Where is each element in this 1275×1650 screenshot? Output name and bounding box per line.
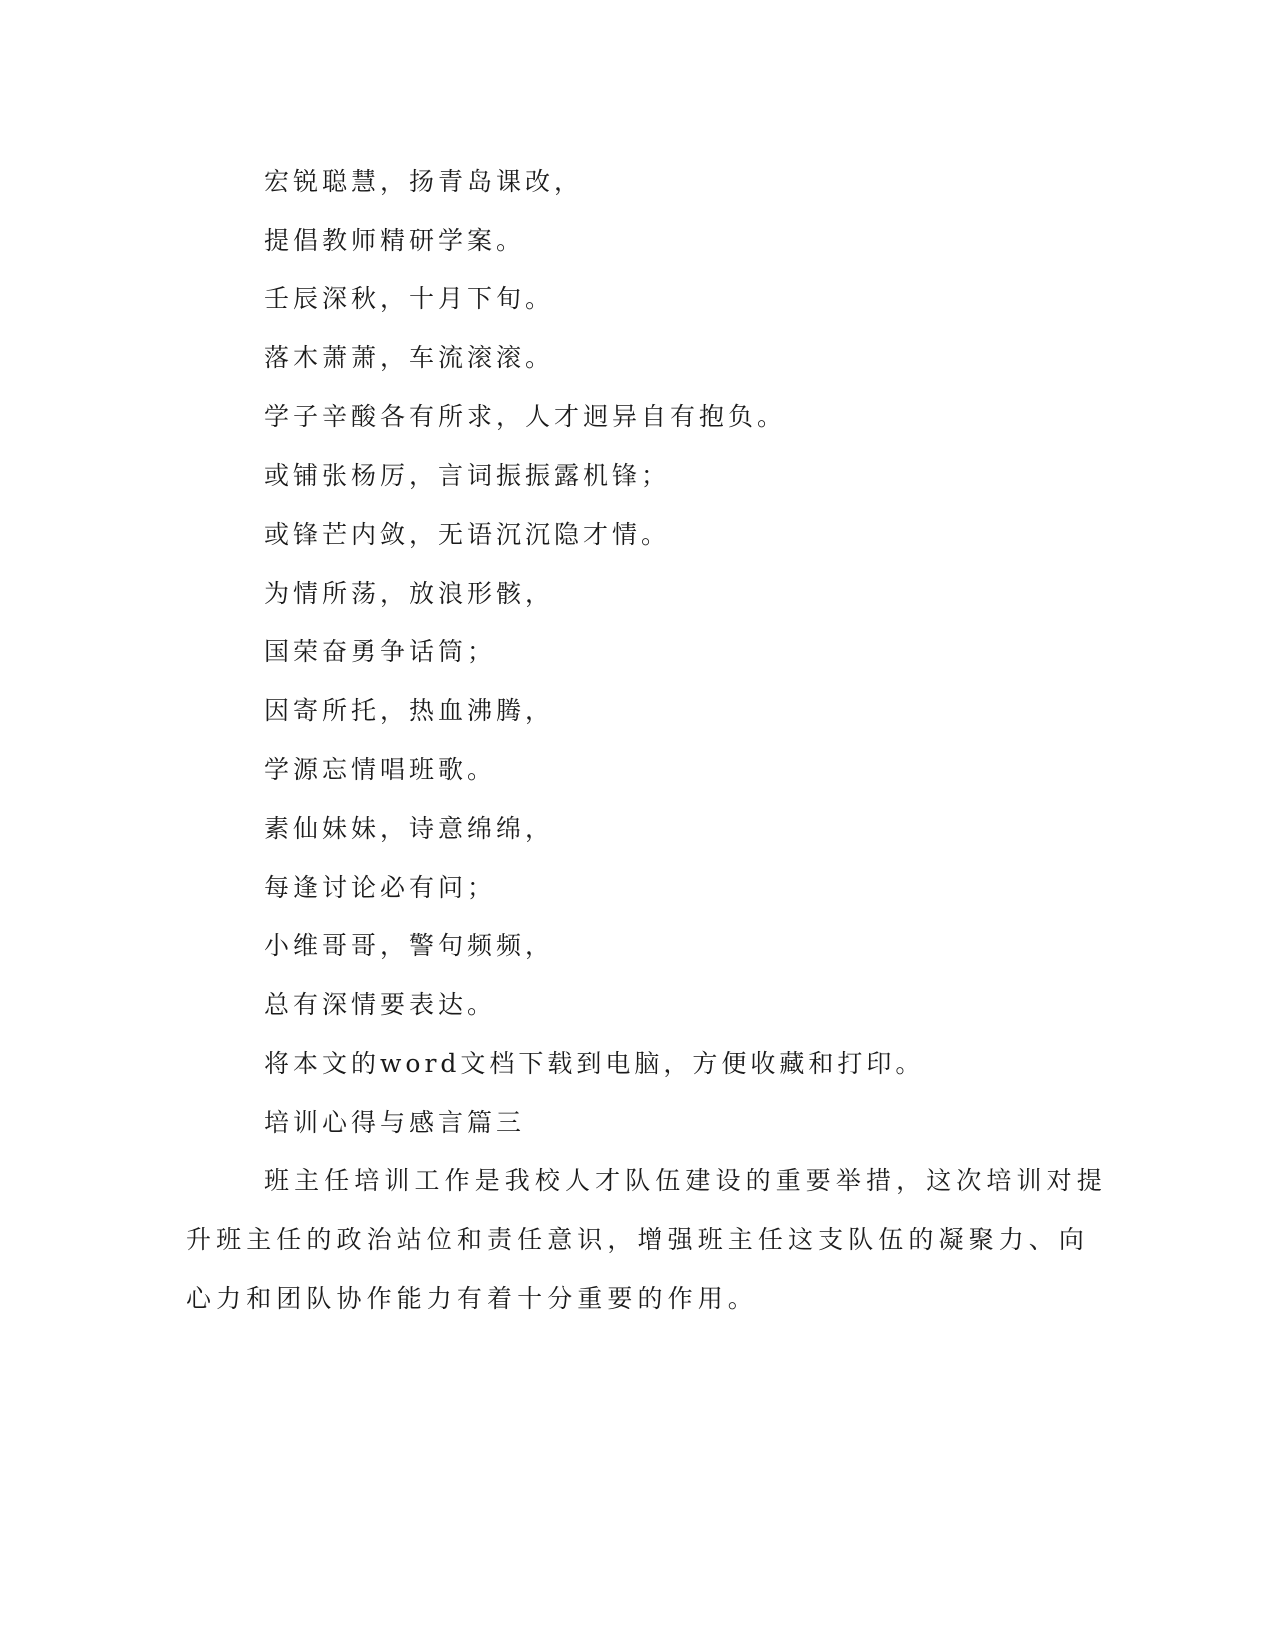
text-line: 提倡教师精研学案。 <box>264 226 526 255</box>
text-line: 学子辛酸各有所求，人才迥异自有抱负。 <box>264 402 787 431</box>
section-heading: 培训心得与感言篇三 <box>264 1108 526 1137</box>
text-line: 素仙妹妹，诗意绵绵， <box>264 814 555 843</box>
text-line: 总有深情要表达。 <box>264 990 497 1019</box>
text-line: 宏锐聪慧，扬青岛课改， <box>264 167 584 196</box>
text-line: 或铺张杨厉，言词振振露机锋； <box>264 461 671 490</box>
text-line: 为情所荡，放浪形骸， <box>264 579 555 608</box>
text-line: 学源忘情唱班歌。 <box>264 755 497 784</box>
paragraph-line: 班主任培训工作是我校人才队伍建设的重要举措，这次培训对提 <box>264 1166 1107 1195</box>
paragraph-line: 升班主任的政治站位和责任意识，增强班主任这支队伍的凝聚力、向 <box>186 1225 1090 1254</box>
text-line: 国荣奋勇争话筒； <box>264 637 497 666</box>
text-line: 或锋芒内敛，无语沉沉隐才情。 <box>264 520 671 549</box>
text-line: 壬辰深秋，十月下旬。 <box>264 284 555 313</box>
paragraph-line: 心力和团队协作能力有着十分重要的作用。 <box>186 1284 758 1313</box>
text-line: 小维哥哥，警句频频， <box>264 931 555 960</box>
text-line: 因寄所托，热血沸腾， <box>264 696 555 725</box>
text-line: 每逢讨论必有问； <box>264 873 497 902</box>
download-note: 将本文的word文档下载到电脑，方便收藏和打印。 <box>264 1049 925 1078</box>
text-line: 落木萧萧，车流滚滚。 <box>264 343 555 372</box>
